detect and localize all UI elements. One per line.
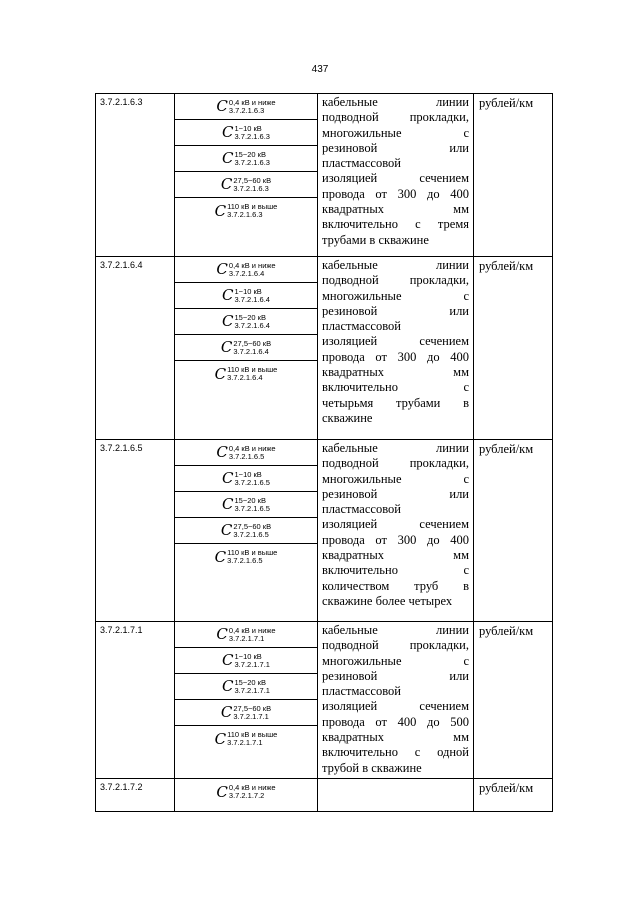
description-line: количеством труб в — [322, 578, 469, 593]
formula-superscript: 110 кВ и выше — [227, 202, 278, 211]
formula — [175, 440, 317, 466]
formula — [175, 94, 317, 120]
table-row — [96, 440, 553, 622]
formula-symbol: C — [222, 469, 234, 487]
formula-superscript: 27,5−60 кВ — [233, 521, 272, 531]
description-line: кабельные линии — [322, 441, 469, 455]
formula-symbol: C — [214, 547, 227, 566]
table-row — [96, 94, 553, 257]
description-line: включительно с одной — [322, 745, 469, 760]
formula-subscript: 3.7.2.1.7.1 — [233, 711, 269, 721]
formula-indices — [229, 262, 276, 278]
formula-subscript: 3.7.2.1.7.1 — [227, 738, 263, 747]
formula-superscript: 27,5−60 кВ — [233, 175, 272, 185]
formula-superscript: 1−10 кВ — [234, 286, 262, 296]
formula-subscript: 3.7.2.1.6.5 — [234, 503, 270, 513]
formula — [175, 544, 317, 570]
formula-cell — [175, 622, 318, 779]
formula-symbol: C — [216, 625, 228, 643]
formula-subscript: 3.7.2.1.6.3 — [227, 210, 263, 219]
formula-subscript: 3.7.2.1.6.3 — [233, 183, 269, 193]
unit-cell: рублей/км — [474, 440, 553, 622]
formula-symbol: C — [222, 123, 234, 141]
description-line: изоляцией сечением — [322, 699, 469, 714]
formula-indices — [235, 679, 270, 695]
row-code: 3.7.2.1.7.1 — [96, 622, 175, 779]
formula — [175, 518, 317, 544]
formula — [175, 283, 317, 309]
page-number: 437 — [311, 64, 329, 75]
formula — [175, 674, 317, 700]
formula-subscript: 3.7.2.1.6.5 — [234, 477, 270, 487]
formula — [175, 257, 317, 283]
formula-subscript: 3.7.2.1.7.2 — [228, 791, 265, 800]
formula-superscript: 0,4 кВ и ниже — [228, 97, 276, 107]
description-line: изоляцией сечением — [322, 334, 469, 349]
formula-indices — [235, 314, 270, 330]
description-line: многожильные с — [322, 288, 469, 303]
description-line: квадратных мм — [322, 365, 469, 380]
description-line: подводной прокладки, — [322, 110, 469, 125]
description-line: пластмассовой — [322, 502, 401, 517]
description-line: четырьмя трубами в — [322, 395, 469, 410]
formula-cell — [175, 779, 318, 812]
table-row — [96, 622, 553, 779]
description-line: квадратных мм — [322, 730, 469, 745]
formula-superscript: 0,4 кВ и ниже — [228, 625, 276, 635]
formula-superscript: 0,4 кВ и ниже — [228, 260, 276, 270]
formula-symbol: C — [214, 364, 227, 383]
formula-subscript: 3.7.2.1.6.4 — [228, 268, 265, 278]
unit-cell: рублей/км — [474, 94, 553, 257]
formula-symbol: C — [216, 97, 228, 115]
formula-symbol: C — [222, 149, 234, 167]
formula-superscript: 1−10 кВ — [234, 123, 262, 133]
row-code: 3.7.2.1.7.2 — [96, 779, 175, 812]
formula-subscript: 3.7.2.1.7.1 — [234, 659, 270, 669]
formula-indices — [229, 445, 276, 461]
description-cell — [318, 622, 474, 779]
formula-superscript: 0,4 кВ и ниже — [228, 783, 276, 792]
description-line: пластмассовой — [322, 156, 401, 171]
formula — [175, 361, 317, 387]
description-line: многожильные с — [322, 653, 469, 668]
formula-subscript: 3.7.2.1.6.5 — [227, 556, 263, 565]
formula-indices — [227, 203, 277, 219]
formula-indices — [233, 705, 271, 721]
description-line: кабельные линии — [322, 95, 469, 109]
formula-cell — [175, 94, 318, 257]
formula — [175, 120, 317, 146]
formula — [175, 648, 317, 674]
formula-superscript: 15−20 кВ — [234, 677, 266, 687]
formula-indices — [233, 340, 271, 356]
formula — [175, 309, 317, 335]
table-row — [96, 779, 553, 812]
formula-indices — [229, 627, 276, 643]
formula-superscript: 0,4 кВ и ниже — [228, 443, 276, 453]
formula-symbol: C — [216, 782, 228, 801]
formula-superscript: 15−20 кВ — [234, 312, 266, 322]
description-cell — [318, 779, 474, 812]
formula-symbol: C — [222, 495, 234, 513]
formula-symbol: C — [216, 260, 228, 278]
formula-symbol: C — [222, 651, 234, 669]
formula-indices — [227, 549, 277, 565]
description-line: резиновой или — [322, 303, 469, 318]
description-line: пластмассовой — [322, 684, 401, 699]
formula-superscript: 15−20 кВ — [234, 149, 266, 159]
table-row — [96, 257, 553, 440]
formula-subscript: 3.7.2.1.6.3 — [234, 131, 270, 141]
formula — [175, 198, 317, 224]
description-line: включительно с — [322, 563, 469, 578]
description-line: включительно с тремя — [322, 217, 469, 232]
formula-subscript: 3.7.2.1.6.5 — [228, 451, 265, 461]
formula-symbol: C — [222, 677, 234, 695]
formula-symbol: C — [220, 338, 233, 356]
description-line: многожильные с — [322, 471, 469, 486]
formula — [175, 492, 317, 518]
tariff-table — [95, 93, 553, 812]
formula-indices — [233, 523, 271, 539]
formula-indices — [235, 151, 270, 167]
formula-symbol: C — [220, 521, 233, 539]
formula-indices — [235, 288, 270, 304]
description-line: многожильные с — [322, 125, 469, 140]
formula — [175, 726, 317, 752]
formula-symbol: C — [216, 443, 228, 461]
formula — [175, 146, 317, 172]
formula-superscript: 110 кВ и выше — [227, 730, 278, 739]
formula-indices — [235, 497, 270, 513]
description-line: квадратных мм — [322, 202, 469, 217]
description-line: подводной прокладки, — [322, 273, 469, 288]
formula-cell — [175, 257, 318, 440]
description-cell — [318, 440, 474, 622]
formula-symbol: C — [222, 286, 234, 304]
unit-cell: рублей/км — [474, 779, 553, 812]
description-line: провода от 300 до 400 — [322, 532, 469, 547]
description-cell — [318, 257, 474, 440]
description-line: резиновой или — [322, 668, 469, 683]
formula-cell — [175, 440, 318, 622]
formula-subscript: 3.7.2.1.6.4 — [234, 294, 270, 304]
formula-subscript: 3.7.2.1.7.1 — [228, 633, 265, 643]
formula-subscript: 3.7.2.1.6.4 — [234, 320, 270, 330]
description-line: провода от 400 до 500 — [322, 714, 469, 729]
formula-superscript: 15−20 кВ — [234, 495, 266, 505]
description-line: подводной прокладки, — [322, 638, 469, 653]
formula-indices — [229, 784, 276, 800]
description-cell — [318, 94, 474, 257]
formula-superscript: 1−10 кВ — [234, 469, 262, 479]
unit-cell: рублей/км — [474, 622, 553, 779]
description-line: провода от 300 до 400 — [322, 186, 469, 201]
description-line: включительно с — [322, 380, 469, 395]
formula — [175, 622, 317, 648]
row-code: 3.7.2.1.6.4 — [96, 257, 175, 440]
formula-indices — [235, 653, 270, 669]
description-line: подводной прокладки, — [322, 456, 469, 471]
formula-superscript: 27,5−60 кВ — [233, 703, 272, 713]
description-line: провода от 300 до 400 — [322, 349, 469, 364]
description-line: квадратных мм — [322, 548, 469, 563]
formula-subscript: 3.7.2.1.6.4 — [227, 373, 263, 382]
description-line: изоляцией сечением — [322, 171, 469, 186]
row-code: 3.7.2.1.6.5 — [96, 440, 175, 622]
row-code: 3.7.2.1.6.3 — [96, 94, 175, 257]
formula-superscript: 27,5−60 кВ — [233, 338, 272, 348]
formula — [175, 779, 317, 805]
description-line: кабельные линии — [322, 258, 469, 272]
formula-symbol: C — [214, 729, 227, 748]
description-line: кабельные линии — [322, 623, 469, 637]
formula-subscript: 3.7.2.1.7.1 — [234, 685, 270, 695]
description-line: трубами в скважине — [322, 232, 429, 247]
formula-symbol: C — [222, 312, 234, 330]
description-line: пластмассовой — [322, 319, 401, 334]
formula-indices — [235, 471, 270, 487]
formula-superscript: 110 кВ и выше — [227, 365, 278, 374]
description-line: изоляцией сечением — [322, 517, 469, 532]
formula-superscript: 110 кВ и выше — [227, 548, 278, 557]
formula-subscript: 3.7.2.1.6.4 — [233, 346, 269, 356]
description-line: резиновой или — [322, 140, 469, 155]
formula-subscript: 3.7.2.1.6.5 — [233, 529, 269, 539]
formula-indices — [233, 177, 271, 193]
formula-indices — [235, 125, 270, 141]
formula-symbol: C — [214, 201, 227, 220]
formula-subscript: 3.7.2.1.6.3 — [228, 105, 265, 115]
formula-subscript: 3.7.2.1.6.3 — [234, 157, 270, 167]
formula-indices — [229, 99, 276, 115]
description-line: скважине более четырех — [322, 593, 453, 608]
description-line: трубой в скважине — [322, 760, 422, 775]
formula — [175, 466, 317, 492]
description-line: скважине — [322, 410, 373, 425]
formula — [175, 700, 317, 726]
description-line: резиновой или — [322, 486, 469, 501]
unit-cell: рублей/км — [474, 257, 553, 440]
formula-indices — [227, 731, 277, 747]
formula-superscript: 1−10 кВ — [234, 651, 262, 661]
formula — [175, 172, 317, 198]
formula-indices — [227, 366, 277, 382]
formula-symbol: C — [220, 175, 233, 193]
formula — [175, 335, 317, 361]
formula-symbol: C — [220, 703, 233, 721]
